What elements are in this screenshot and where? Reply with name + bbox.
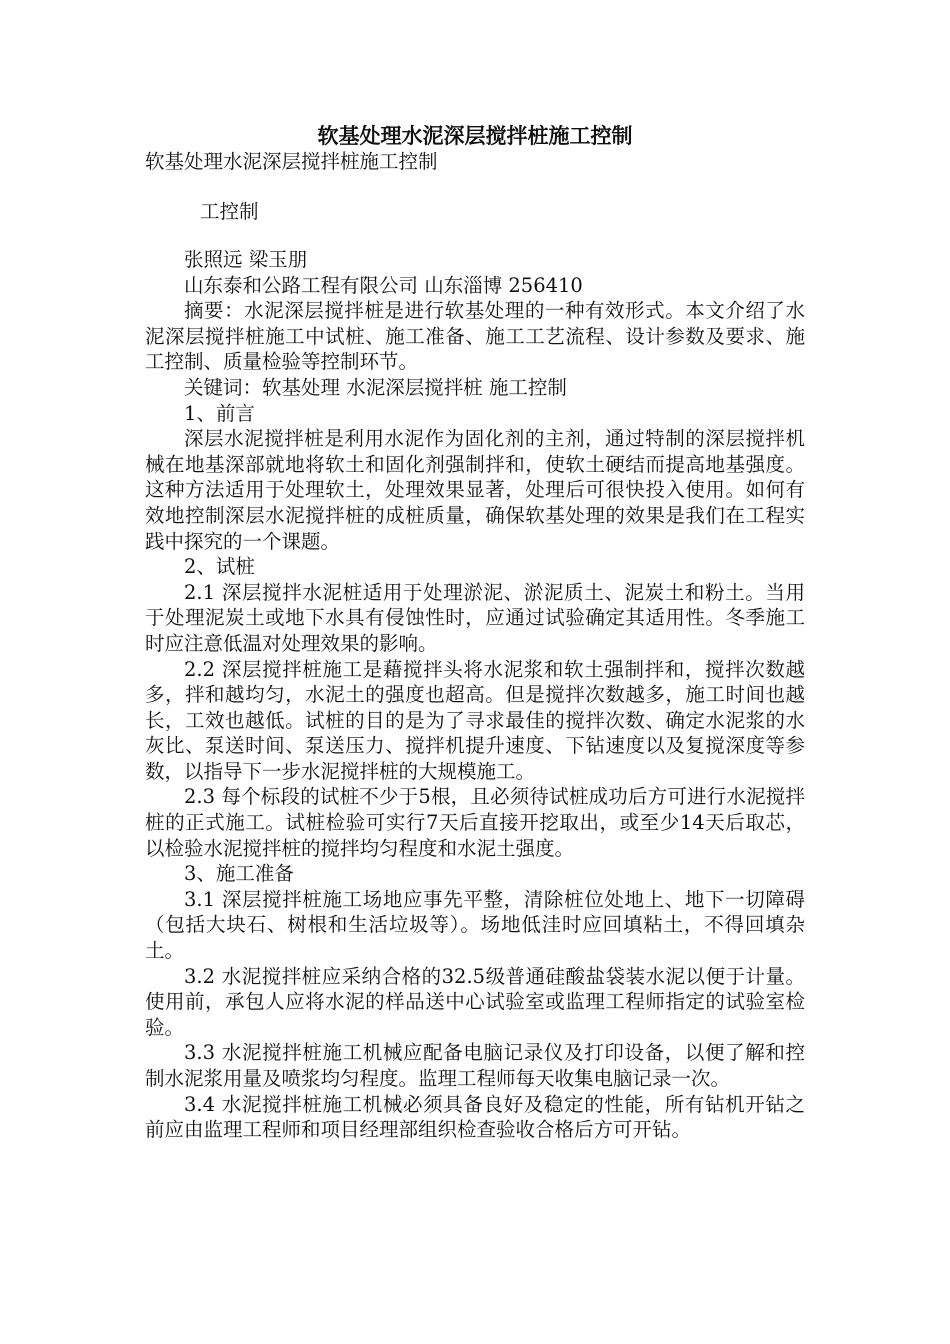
section-heading-preparation: 3、施工准备 — [184, 862, 294, 886]
authors-line: 张照远 梁玉朋 — [184, 248, 308, 271]
paragraph-3-2: 3.2 水泥搅拌桩应采纳合格的32.5级普通硅酸盐袋装水泥以便于计量。使用前，承包人应将水泥的样品送中心试验室或监理工程师指定的试验室检验。 — [145, 964, 805, 1039]
paragraph-3-3: 3.3 水泥搅拌桩施工机械应配备电脑记录仪及打印设备，以便了解和控制水泥浆用量及喷浆均匀程度。监理工程师每天收集电脑记录一次。 — [145, 1041, 805, 1090]
paragraph-2-1: 2.1 深层搅拌水泥桩适用于处理淤泥、淤泥质土、泥炭土和粉土。当用于处理泥炭土或地下水具有侵蚀性时，应通过试验确定其适用性。冬季施工时应注意低温对处理效果的影响。 — [145, 580, 805, 655]
keywords-line: 关键词：软基处理 水泥深层搅拌桩 施工控制 — [184, 375, 567, 399]
section-heading-test-pile: 2、试桩 — [184, 555, 255, 579]
document-title: 软基处理水泥深层搅拌桩施工控制 — [317, 124, 633, 148]
affiliation-line: 山东泰和公路工程有限公司 山东淄博 256410 — [184, 273, 583, 297]
paragraph-3-4: 3.4 水泥搅拌桩施工机械必须具备良好及稳定的性能，所有钻机开钻之前应由监理工程师和项目经理部组织检查验收合格后方可开钻。 — [145, 1092, 805, 1142]
section-heading-preface: 1、前言 — [184, 401, 255, 425]
document-subtitle-fragment: 工控制 — [200, 200, 259, 223]
paragraph-2-2: 2.2 深层搅拌桩施工是藉搅拌头将水泥浆和软土强制拌和，搅拌次数越多，拌和越均匀，水泥土的强度也超高。但是搅拌次数越多，施工时间也越长，工效也越低。试桩的目的是为了寻求最佳的搅拌次数、确定水泥浆的水灰比、泵送时间、泵送压力、搅拌机提升速度、下钻速度以及复搅深度等参数，以指导下一步水泥搅拌桩的大规模施工。 — [145, 657, 805, 783]
paragraph-2-3: 2.3 每个标段的试桩不少于5根，且必须待试桩成功后方可进行水泥搅拌桩的正式施工。试桩检验可实行7天后直接开挖取出，或至少14天后取芯，以检验水泥搅拌桩的搅拌均匀程度和水泥土强度。 — [145, 785, 805, 860]
document-subtitle: 软基处理水泥深层搅拌桩施工控制 — [145, 150, 438, 173]
document-body — [145, 247, 805, 1143]
paragraph-3-1: 3.1 深层搅拌桩施工场地应事先平整，清除桩位处地上、地下一切障碍（包括大块石、树根和生活垃圾等）。场地低洼时应回填粘土，不得回填杂土。 — [145, 887, 805, 963]
abstract-paragraph: 摘要：水泥深层搅拌桩是进行软基处理的一种有效形式。本文介绍了水泥深层搅拌桩施工中试桩、施工准备、施工工艺流程、设计参数及要求、施工控制、质量检验等控制环节。 — [145, 299, 805, 374]
paragraph-preface: 深层水泥搅拌桩是利用水泥作为固化剂的主剂，通过特制的深层搅拌机械在地基深部就地将软土和固化剂强制拌和，使软土硬结而提高地基强度。这种方法适用于处理软土，处理效果显著，处理后可很快投入使用。如何有效地控制深层水泥搅拌桩的成桩质量，确保软基处理的效果是我们在工程实践中探究的一个课题。 — [145, 427, 805, 553]
